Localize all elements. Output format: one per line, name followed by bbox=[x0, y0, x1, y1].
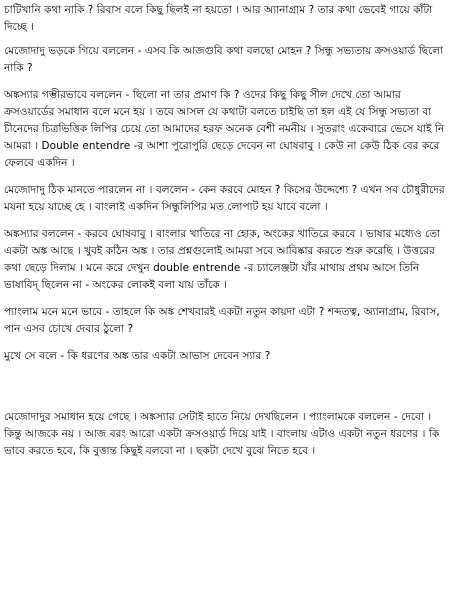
paragraph-7: মুখে সে বলে - কি ধরণের অঙ্ক তার একটা আভাস দেবেন স্যার ? bbox=[4, 350, 271, 362]
paragraph-6: প্যাংলাম মনে মনে ভাবে - তাহলে কি অঙ্ক শেখবারই একটা নতুন কায়দা এটা ? শব্দতত্ব, অ্যানাগ্রাম, রিবাস, পান এসব চোখে দেবার ঠুলো ? bbox=[4, 306, 444, 335]
paragraph-1: চাটিখানি কথা নাকি ? রিবাস বলে কিছু ছিলই না হয়তো । আর অ্যানাগ্রাম ? তার কথা ভেবেই গায়ে কাঁটা দিচ্ছে । bbox=[4, 4, 436, 33]
paragraph-8: মেজোদাদুর সমাধান হয়ে গেছে । অঙ্কস্যার সেটাই হাতে নিয়ে দেখছিলেন । প্যাংলামকে বললেন - দেবো । কিন্তু আজকে নয় । আজ বরং আরো একটা ক্রসওয়ার্ড দিয়ে যাই । বাংলায় এটাও একটা নতুন ধরণের । কি ভাবে করতে হবে, কি বুত্তান্ত কিছুই বলবো না । ছকটা দেখে বুঝে নিতে হবে । bbox=[4, 411, 443, 457]
paragraph-5: অঙ্কস্যার বললেন - করবে ঘোষবাবু । বাংলার খাতিরে না হোক, অংকের খাতিরে করবে । ভাষার মধ্যেও তো একটা অঙ্ক আছে । খুবই কঠিন অঙ্ক । তার প্রশ্নগুলোই আমরা সবে আবিষ্কার করতে শুরু করেছি । উত্তরের কথা ছেড়ে দিলাম । মনে করে দেখুন double entrende -র চ্যালেঞ্জটা যাঁর মাথায় প্রথম আসে তিনি ভাষাবিদ্ ছিলেন না - অংকের লোকই বলা যায় তাঁকে । bbox=[4, 228, 444, 291]
paragraph-2: মেজোদাদু ভড়কে গিয়ে বললেন - এসব কি আজগুবি কথা বলছো মোহন ? সিন্ধু সভ্যতায় ক্রসওয়ার্ড ছিলো নাকি ? bbox=[4, 45, 447, 74]
paragraph-4: মেজোদাদু ঠিক মানতে পারলেন না । বললেন - কেন করবে মোহন ? কিসের উদ্দেশ্যে ? এখন সব চৌধুরীদের মযনা হয়ে যাচ্ছে হে । বাংলাই একদিন সিন্ধুলিপির মত লোপাট হয় যাবে বলো । bbox=[4, 184, 449, 213]
paragraph-3: অঙ্কস্যার গম্ভীরভাবে বললেন - ছিলো না তার প্রমাণ কি ? ওদের কিছু কিছু সীল দেখে তো আমার ক্রসওয়ার্ডের সমাধান বলে মনে হয় । তবে আসল যে কথাটা বলতে চাইছি তা হল এই যে সিন্ধু সভ্যতা বা চীনেদের চিত্রভিত্তিক লিপির চেয়ে তো আমাদের হরফ অনেক বেশী নমনীয় । সুতরাং একেবারে ভেসে যাই নি আমরা । Double entendre -র আশা পুরোপুরি ছেড়ে দেবেন না ঘোষবাবু । কেউ না কেউ ঠিক বের করে ফেলবে একদিন । bbox=[4, 89, 448, 169]
